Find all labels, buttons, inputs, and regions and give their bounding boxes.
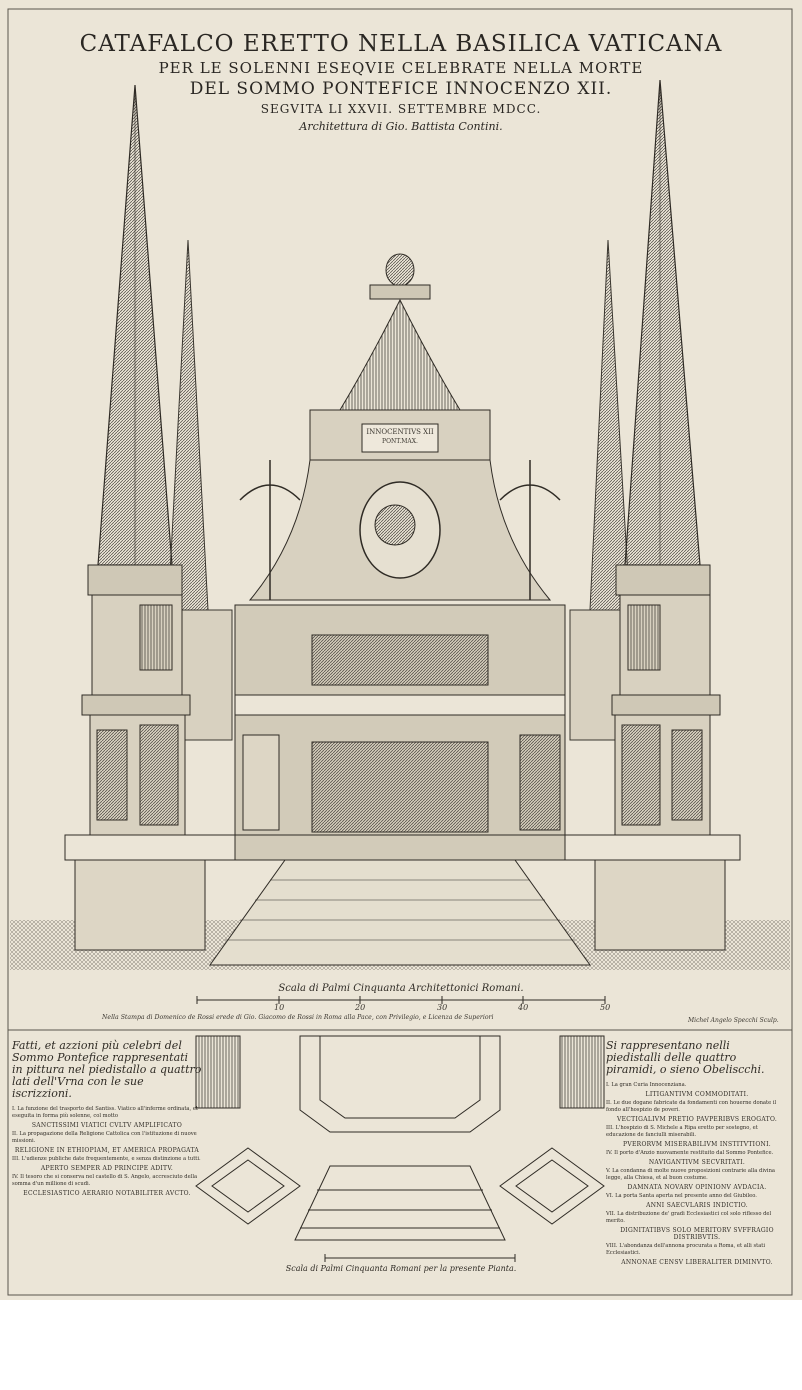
right-motto-6: ANNI SAECVLARIS INDICTIO.	[646, 1202, 748, 1209]
left-item-2: II. La propagazione della Religione Cattolica con l'istituzione di nuove missioni.	[12, 1131, 197, 1144]
relief-panel	[312, 635, 488, 685]
left-motto-1: SANCTISSIMI VIATICI CVLTV AMPLIFICATO	[31, 1122, 183, 1129]
right-motto-3: PVERORVM MISERABILIVM INSTITVTIONI.	[622, 1141, 771, 1148]
title-block	[0, 30, 802, 136]
right-motto-8: ANNONAE CENSV LIBERALITER DIMINVTO.	[621, 1259, 773, 1266]
right-item-6: VI. La porta Santa aperta nel presente anno del Giubileo.	[606, 1193, 757, 1199]
left-panel-heading: Fatti, et azzioni più celebri del Sommo Pontefice rappresentati in pittura nel piedistallo a quattro lati dell'Vrna con le sue iscrizzioni.	[12, 1039, 202, 1100]
scale-tick-40: 40	[518, 1003, 529, 1012]
right-item-3: III. L'hospizio di S. Michele a Ripa eretto per sostegno, et educazione de fanciulli miserabili.	[606, 1125, 758, 1138]
left-item-1: I. La funzione del trasporto del Santiss. Viatico all'inferme ordinata, et eseguita in forma più solenne, col motto	[12, 1106, 198, 1119]
right-motto-2: VECTIGALIVM PRETIO PAVPERIBVS EROGATO.	[616, 1116, 778, 1123]
right-item-5: V. La condanna di molte nuove proposizioni contrarie alla divina legge, alla Chiesa, et al buon costume.	[606, 1168, 776, 1181]
plaque-line-1: INNOCENTIVS XII	[366, 428, 434, 436]
title-line-1: CATAFALCO ERETTO NELLA BASILICA VATICANA	[79, 31, 723, 57]
left-motto-3: APERTO SEMPER AD PRINCIPE ADITV.	[40, 1165, 174, 1172]
right-motto-5: DAMNATA NOVARV OPINIONV AVDACIA.	[627, 1184, 767, 1191]
right-item-1: I. La gran Curia Innocenziana.	[606, 1082, 687, 1088]
scale-tick-50: 50	[600, 1003, 611, 1012]
upper-scale-bar	[197, 996, 605, 1004]
engraver-credit: Michel Angelo Specchi Sculp.	[688, 1017, 779, 1024]
right-motto-1: LITIGANTIVM COMMODITATI.	[645, 1091, 749, 1098]
trophy-relief	[312, 742, 488, 832]
catafalque-center	[210, 254, 590, 965]
lower-scale-caption: Scala di Palmi Cinquanta Romani per la presente Pianta.	[285, 1264, 517, 1273]
scale-tick-10: 10	[274, 1003, 285, 1012]
bottom-margin	[0, 1300, 802, 1390]
title-line-2: PER LE SOLENNI ESEQVIE CELEBRATE NELLA MORTE	[158, 59, 644, 77]
right-panel-heading: Si rappresentano nelli piedistalli delle quattro piramidi, o sieno Obeliscchi.	[606, 1039, 765, 1076]
upper-scale-caption: Scala di Palmi Cinquanta Architettonici Romani.	[278, 983, 524, 994]
steps	[210, 860, 590, 965]
left-item-3: III. L'udienze publiche date frequentemente, e senza distinzione a tutti.	[12, 1156, 201, 1162]
title-line-3: DEL SOMMO PONTEFICE INNOCENZO XII.	[189, 79, 613, 99]
left-item-4: IV. Il tesoro che si conserva nel castello di S. Angelo, accresciuto della somma d'un millione di scudi.	[12, 1174, 198, 1187]
scale-tick-30: 30	[437, 1003, 448, 1012]
left-motto-4: ECCLESIASTICO AERARIO NOTABILITER AVCTO.	[23, 1190, 191, 1197]
right-motto-7: DIGNITATIBVS SOLO MERITORV SVFFRAGIO DISTRIBVTIS.	[620, 1227, 774, 1241]
right-item-2: II. Le due dogane fabricate da fondamenti con houerne donate il fondo all'hospizio de poveri.	[606, 1100, 777, 1113]
title-line-4: SEGVITA LI XXVII. SETTEMBRE MDCC.	[260, 102, 542, 116]
right-motto-4: NAVIGANTIVM SECVRITATI.	[648, 1159, 746, 1166]
right-item-4: IV. Il porto d'Anzio nuovamente restituito dal Sommo Pontefice.	[606, 1150, 774, 1156]
scale-tick-20: 20	[355, 1003, 366, 1012]
architect-credit: Architettura di Gio. Battista Contini.	[299, 120, 503, 133]
left-motto-2: RELIGIONE IN ETHIOPIAM, ET AMERICA PROPAGATA	[14, 1147, 200, 1154]
right-item-7: VII. La distribuzione de' gradi Ecclesiastici col solo riflesso del merito.	[606, 1211, 772, 1224]
right-text-panel	[606, 1040, 788, 1268]
publisher-imprint: Nella Stampa di Domenico de Rossi erede di Gio. Giacomo de Rossi in Roma alla Pace, con Privilegio, e Licenza de Superiori	[102, 1014, 494, 1021]
ground-plan	[196, 1036, 604, 1262]
right-item-8: VIII. L'abondanza dell'annona procurata a Roma, et alli stati Ecclesiastici.	[606, 1243, 766, 1256]
left-text-panel	[12, 1040, 202, 1199]
plaque-line-2: PONT.MAX.	[382, 438, 418, 445]
